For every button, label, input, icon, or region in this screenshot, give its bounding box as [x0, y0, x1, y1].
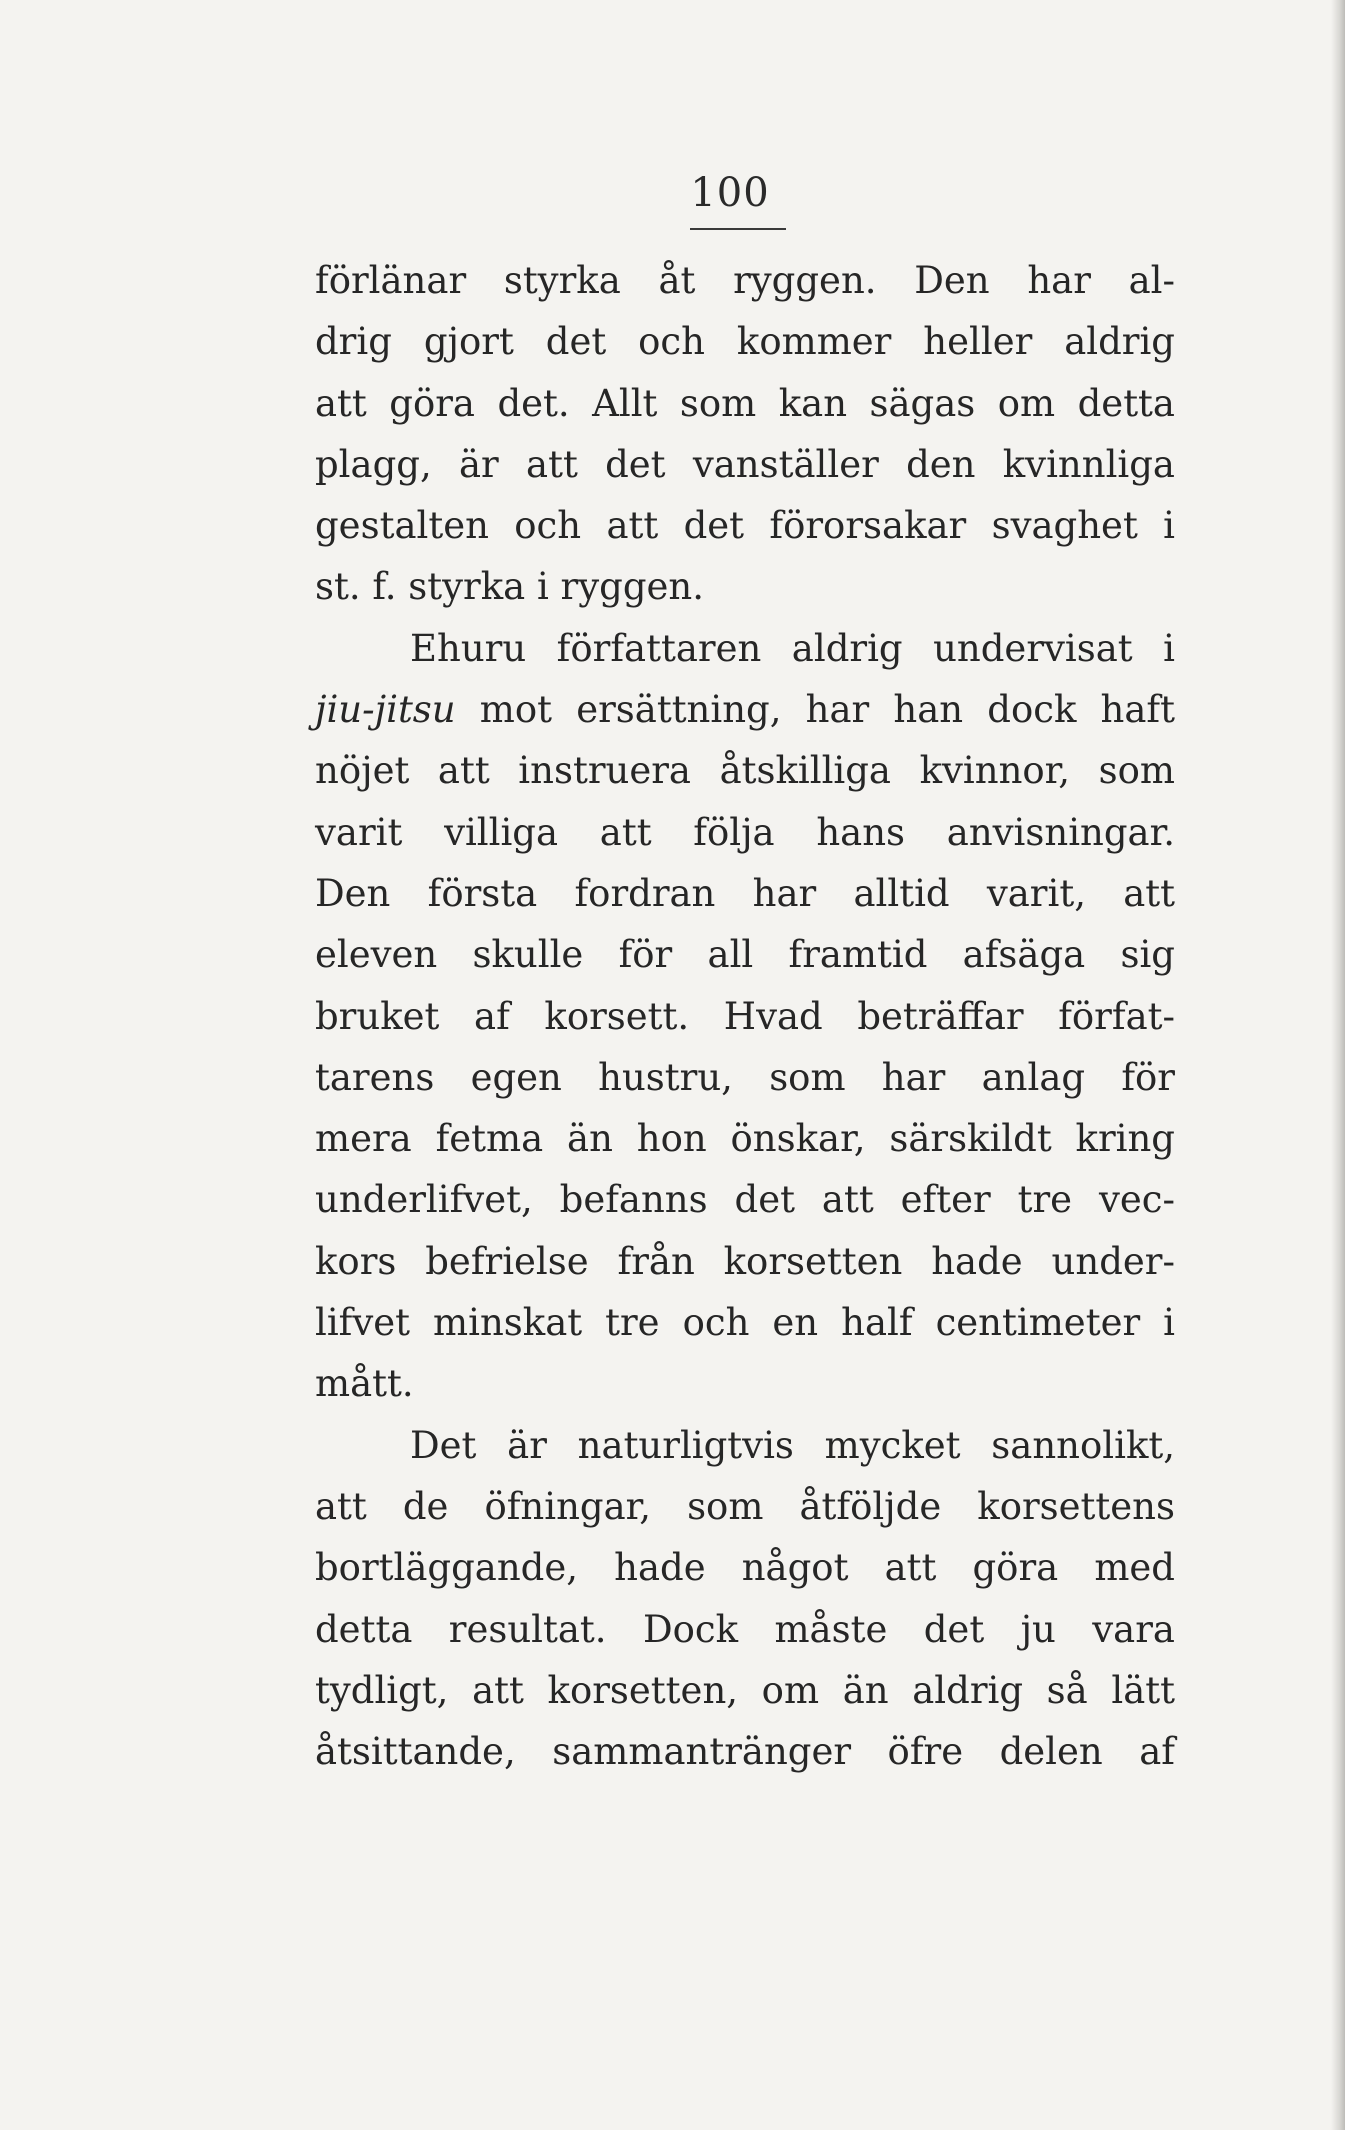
text-line: bortläggande, hade något att göra med [315, 1546, 1175, 1590]
text-line: eleven skulle för all framtid afsäga sig [315, 933, 1175, 977]
text-line: Det är naturligtvis mycket sannolikt, [410, 1423, 1175, 1467]
text-line: detta resultat. Dock måste det ju vara [315, 1607, 1175, 1651]
page-number: 100 [690, 170, 770, 216]
text-segment: mot ersättning, har han dock haft [455, 688, 1175, 732]
text-line: bruket af korsett. Hvad beträffar förfat- [315, 994, 1175, 1038]
text-line: åtsittande, sammantränger öfre delen af [315, 1730, 1175, 1774]
text-line: lifvet minskat tre och en half centimeter i [315, 1301, 1175, 1345]
text-line: kors befrielse från korsetten hade under- [315, 1239, 1175, 1283]
text-line: plagg, är att det vanställer den kvinnliga [315, 442, 1175, 486]
text-line: förlänar styrka åt ryggen. Den har al- [315, 259, 1175, 302]
text-line: Ehuru författaren aldrig undervisat i [410, 626, 1175, 670]
text-line: gestalten och att det förorsakar svaghet i [315, 504, 1175, 548]
italic-term: jiu-jitsu [315, 688, 456, 732]
text-line: varit villiga att följa hans anvisningar. [315, 810, 1175, 854]
text-line: tydligt, att korsetten, om än aldrig så lätt [315, 1668, 1175, 1712]
text-line: mera fetma än hon önskar, särskildt kring [315, 1117, 1175, 1161]
text-line: tarens egen hustru, som har anlag för [315, 1055, 1175, 1099]
text-line: mått. [315, 1362, 414, 1406]
page-number-rule [690, 228, 786, 230]
text-line: att göra det. Allt som kan sägas om detta [315, 381, 1175, 425]
text-line: drig gjort det och kommer heller aldrig [315, 320, 1175, 364]
text-line: underlifvet, befanns det att efter tre vec- [315, 1178, 1175, 1222]
text-line [315, 679, 1175, 740]
text-line: Den första fordran har alltid varit, att [315, 871, 1175, 915]
text-line: nöjet att instruera åtskilliga kvinnor, som [315, 749, 1175, 793]
text-line: att de öfningar, som åtföljde korsettens [315, 1484, 1175, 1528]
body-text [315, 250, 1175, 1782]
text-line: st. f. styrka i ryggen. [315, 565, 705, 609]
page-edge-shadow [1331, 0, 1345, 2130]
